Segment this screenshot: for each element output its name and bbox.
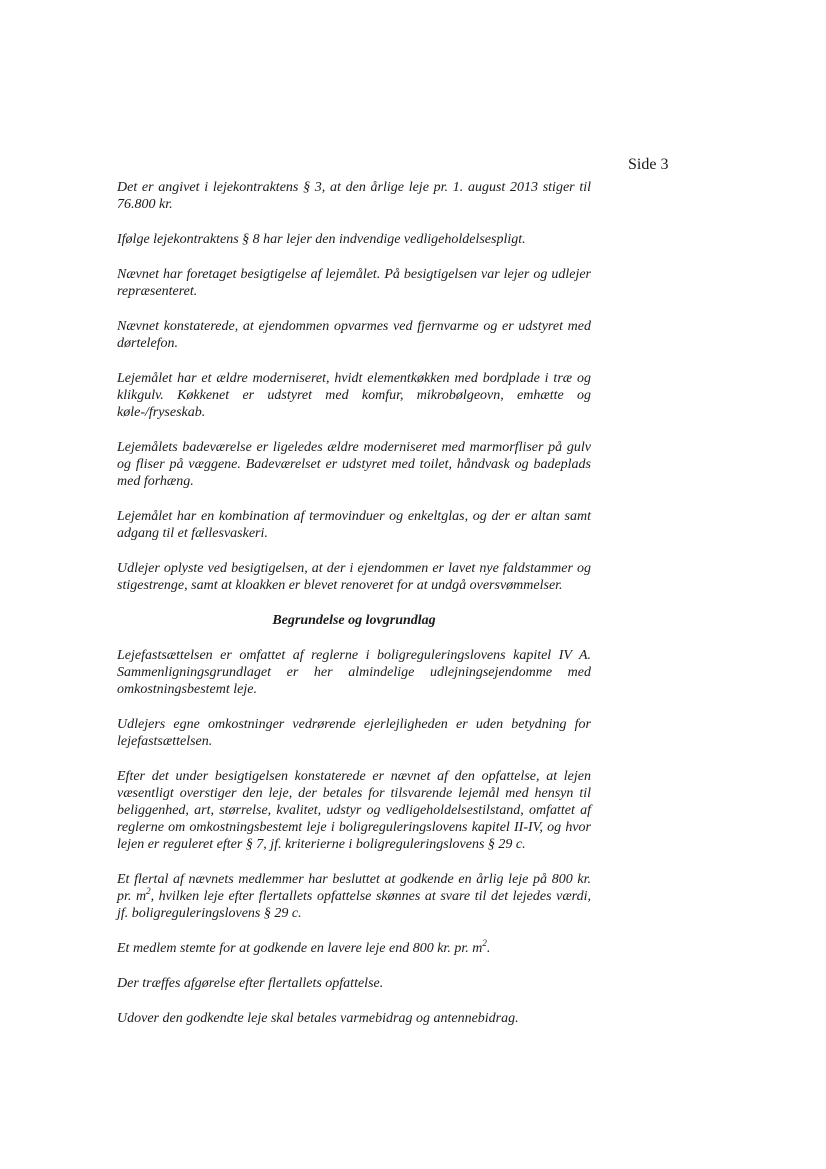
section-heading: Begrundelse og lovgrundlag [272,613,436,628]
member-text-part-1: Et medlem stemte for at godkende en lavere leje end 800 kr. pr. m [117,941,483,956]
paragraph-assessment: Efter det under besigtigelsen konstaterede er nævnet af den opfattelse, at lejen væsentligt overstiger den leje, der betales for tilsvarende lejemål med hensyn til beliggenhed, art, størrelse, kvalitet, udstyr og vedligeholdelsestilstand, omfattet af reglerne om omkostningsbestemt leje i boligreguleringslovens kapitel II-IV, og hvor lejen er reguleret efter § 7, jf. kriterierne i boligreguleringslovens § 29 c. [117,769,591,852]
paragraph-bathroom: Lejemålets badeværelse er ligeledes ældre moderniseret med marmorfliser på gulv og fliser på væggene. Badeværelset er udstyret med toilet, håndvask og badeplads med forhæng. [117,440,591,489]
paragraph-windows: Lejemålet har en kombination af termovinduer og enkeltglas, og der er altan samt adgang til et fællesvaskeri. [117,509,591,541]
paragraph-inspection: Nævnet har foretaget besigtigelse af lejemålet. På besigtigelsen var lejer og udlejer repræsenteret. [117,267,591,299]
page-number: Side 3 [628,156,669,173]
majority-text-part-2: , hvilken leje efter flertallets opfattelse skønnes at svare til det lejedes værdi, jf. boligreguleringslovens § 29 c. [117,889,591,921]
paragraph-landlord-costs: Udlejers egne omkostninger vedrørende ejerlejligheden er uden betydning for lejefastsættelsen. [117,717,591,749]
paragraph-heating: Nævnet konstaterede, at ejendommen opvarmes ved fjernvarme og er udstyret med dørtelefon. [117,319,591,351]
paragraph-majority-decision [117,871,591,922]
paragraph-decision: Der træffes afgørelse efter flertallets opfattelse. [117,976,384,991]
paragraph-annual-rent: Det er angivet i lejekontraktens § 3, at den årlige leje pr. 1. august 2013 stiger til 76.800 kr. [117,180,591,212]
member-text-part-2: . [486,941,491,956]
paragraph-renovation: Udlejer oplyste ved besigtigelsen, at der i ejendommen er lavet nye faldstammer og stigestrenge, samt at kloakken er blevet renoveret for at undgå oversvømmelser. [117,561,591,593]
paragraph-minority-vote [117,940,591,957]
paragraph-additional-charges: Udover den godkendte leje skal betales varmebidrag og antennebidrag. [117,1011,519,1026]
paragraph-legal-basis: Lejefastsættelsen er omfattet af reglerne i boligreguleringslovens kapitel IV A. Sammenligningsgrundlaget er her almindelige udlejningsejendomme med omkostningsbestemt leje. [117,648,591,697]
majority-text-part-1: Et flertal af nævnets medlemmer har besluttet at godkende en årlig leje på 800 kr. pr. m [117,872,591,904]
member-superscript: 2 [482,938,487,948]
paragraph-maintenance-duty: Ifølge lejekontraktens § 8 har lejer den indvendige vedligeholdelsespligt. [117,232,526,247]
paragraph-kitchen: Lejemålet har et ældre moderniseret, hvidt elementkøkken med bordplade i træ og klikgulv. Køkkenet er udstyret med komfur, mikrobølgeovn, emhætte og køle-/fryseskab. [117,371,591,420]
document-body [117,179,591,1045]
majority-superscript: 2 [146,886,151,896]
